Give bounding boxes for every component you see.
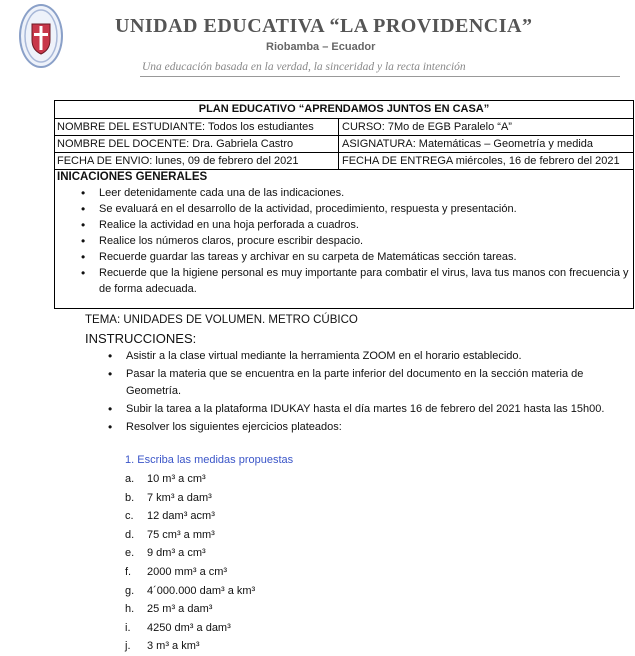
exercise-letter: j. (125, 640, 131, 653)
instructions-section (85, 311, 625, 437)
exercise-letter: c. (125, 510, 134, 523)
list-item (125, 582, 255, 601)
subject-cell: ASIGNATURA: Matemáticas – Geometría y medida (342, 138, 594, 150)
table-row (55, 153, 633, 170)
list-item (125, 637, 255, 656)
list-item (125, 526, 255, 545)
instructions-title: INSTRUCCIONES: (85, 331, 197, 346)
list-item: • Pasar la materia que se encuentra en la parte inferior del documento en la sección materia de Geometría. (126, 366, 625, 399)
exercise-letter: b. (125, 491, 135, 504)
course-cell: CURSO: 7Mo de EGB Paralelo “A” (342, 121, 512, 133)
exercise-text: 9 dm³ a cm³ (147, 547, 206, 560)
exercise-heading: 1. Escriba las medidas propuestas (125, 454, 294, 466)
plan-info-table (54, 100, 634, 309)
list-item (125, 507, 255, 526)
list-item: • Leer detenidamente cada una de las indicaciones. (99, 185, 633, 201)
list-item: • Realice los números claros, procure escribir despacio. (99, 233, 633, 249)
exercise-text: 4´000.000 dam³ a km³ (147, 584, 256, 597)
list-item: • Recuerde que la higiene personal es muy importante para combatir el virus, lava tus manos con frecuencia y de forma adecuada. (99, 265, 633, 297)
school-seal-icon (19, 4, 63, 68)
list-item: • Se evaluará en el desarrollo de la actividad, procedimiento, respuesta y presentación. (99, 201, 633, 217)
exercise-letter: e. (125, 547, 135, 560)
exercise-letter: i. (125, 621, 131, 634)
list-item: • Asistir a la clase virtual mediante la herramienta ZOOM en el horario establecido. (126, 348, 625, 365)
exercise-letter: a. (125, 473, 135, 485)
document-header (0, 0, 635, 80)
exercise-letter: f. (125, 565, 132, 578)
list-item: • Realice la actividad en una hoja perforada a cuadros. (99, 217, 633, 233)
list-item: • Subir la tarea a la plataforma IDUKAY hasta el día martes 16 de febrero del 2021 hasta las 15h00. (126, 401, 625, 418)
exercise-text: 4250 dm³ a dam³ (147, 621, 231, 634)
exercise-text: 12 dam³ acm³ (147, 510, 215, 523)
list-item (125, 600, 255, 619)
teacher-name-cell: NOMBRE DEL DOCENTE: Dra. Gabriela Castro (55, 136, 339, 152)
list-item: • Recuerde guardar las tareas y archivar en su carpeta de Matemáticas sección tareas. (99, 249, 633, 265)
school-city: Riobamba – Ecuador (266, 41, 376, 53)
exercise-text: 10 m³ a cm³ (147, 473, 206, 485)
topic-title: TEMA: UNIDADES DE VOLUMEN. METRO CÚBICO (85, 314, 358, 326)
general-indications-list (55, 185, 633, 297)
exercise-letter: h. (125, 603, 135, 616)
exercise-letter: d. (125, 528, 135, 541)
due-date-cell: FECHA DE ENTREGA miércoles, 16 de febrero del 2021 (342, 155, 620, 167)
exercise-text: 3 m³ a km³ (147, 640, 200, 653)
list-item: • Resolver los siguientes ejercicios plateados: (126, 419, 625, 436)
exercise-list (125, 470, 255, 656)
list-item (125, 489, 255, 508)
list-item (125, 563, 255, 582)
school-motto: Una educación basada en la verdad, la sinceridad y la recta intención (142, 61, 466, 73)
general-indications-title: INICACIONES GENERALES (57, 171, 208, 183)
list-item (125, 544, 255, 563)
student-name-cell: NOMBRE DEL ESTUDIANTE: Todos los estudiantes (55, 119, 339, 135)
list-item (125, 470, 255, 489)
exercise-letter: g. (125, 584, 135, 597)
table-row (55, 119, 633, 136)
plan-title: PLAN EDUCATIVO “APRENDAMOS JUNTOS EN CASA” (55, 101, 633, 119)
exercise-text: 75 cm³ a mm³ (147, 528, 215, 541)
exercise-text: 25 m³ a dam³ (147, 603, 213, 616)
table-row (55, 136, 633, 153)
list-item (125, 619, 255, 638)
instructions-list (85, 348, 625, 435)
exercise-text: 7 km³ a dam³ (147, 491, 212, 504)
exercise-text: 2000 mm³ a cm³ (147, 565, 228, 578)
send-date-cell: FECHA DE ENVIO: lunes, 09 de febrero del 2021 (55, 153, 339, 169)
school-name: UNIDAD EDUCATIVA “LA PROVIDENCIA” (115, 15, 533, 37)
header-divider (140, 76, 620, 77)
